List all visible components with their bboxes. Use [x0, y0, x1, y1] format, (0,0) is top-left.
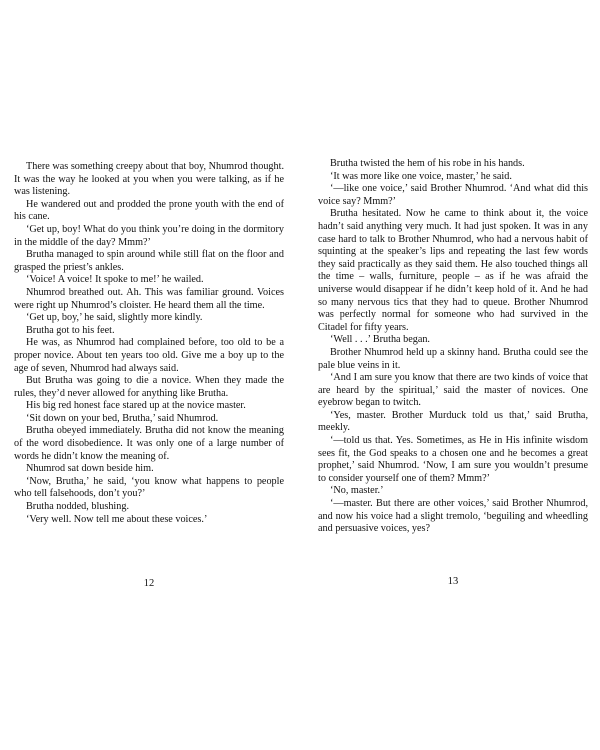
- paragraph: ‘Sit down on your bed, Brutha,’ said Nhumrod.: [26, 412, 219, 424]
- paragraph: ‘Now, Brutha,’ he said, ‘you know what happens to people who tell falsehoods, don’t you?’: [14, 475, 284, 500]
- paragraph: There was something creepy about that boy, Nhumrod thought. It was the way he looked at you when you were talking, as if he was listening.: [14, 161, 284, 198]
- paragraph: His big red honest face stared up at the novice master.: [26, 400, 246, 412]
- paragraph: He wandered out and prodded the prone youth with the end of his cane.: [14, 198, 284, 223]
- paragraph: ‘Get up, boy! What do you think you’re doing in the dormitory in the middle of the day? Mmm?’: [14, 223, 284, 248]
- left-page: [14, 0, 284, 750]
- paragraph: Brutha got to his feet.: [26, 324, 115, 336]
- paragraph: ‘Voice! A voice! It spoke to me!’ he wailed.: [26, 274, 204, 286]
- paragraph: ‘Get up, boy,’ he said, slightly more kindly.: [26, 312, 203, 324]
- right-page: [318, 0, 588, 750]
- paragraph: Brutha nodded, blushing.: [26, 501, 129, 513]
- page-number: 12: [143, 578, 155, 589]
- paragraph: ‘Well . . .’ Brutha began.: [330, 334, 430, 346]
- paragraph: Brutha twisted the hem of his robe in his hands.: [330, 158, 525, 169]
- paragraph: ‘—told us that. Yes. Sometimes, as He in His infinite wisdom sees fit, the God speaks to a chosen one and he becomes a great prophet,’ said Nhumrod. ‘Now, I am sure you wouldn’t presume to consider yourself one of them? Mmm?’: [318, 435, 588, 484]
- paragraph: He was, as Nhumrod had complained before, too old to be a proper novice. About ten years too old. Give me a boy up to the age of seven, Nhumrod had always said.: [14, 337, 284, 374]
- paragraph: ‘—master. But there are other voices,’ said Brother Nhumrod, and now his voice had a slight tremolo, ‘beguiling and wheedling and persuasive voices, yes?: [318, 498, 588, 535]
- paragraph: ‘—like one voice,’ said Brother Nhumrod. ‘And what did this voice say? Mmm?’: [318, 183, 588, 207]
- paragraph: ‘Yes, master. Brother Murduck told us that,’ said Brutha, meekly.: [318, 409, 588, 434]
- paragraph: ‘Very well. Now tell me about these voices.’: [26, 513, 208, 525]
- paragraph: But Brutha was going to die a novice. When they made the rules, they’d never allowed for anything like Brutha.: [14, 375, 284, 399]
- right-page-text: [318, 158, 588, 536]
- paragraph: Nhumrod breathed out. Ah. This was familiar ground. Voices were right up Nhumrod’s cloister. He heard them all the time.: [14, 286, 284, 311]
- paragraph: Brutha managed to spin around while still flat on the floor and grasped the priest’s ankles.: [14, 249, 284, 273]
- paragraph: ‘It was more like one voice, master,’ he said.: [330, 170, 512, 182]
- paragraph: ‘No, master.’: [330, 485, 384, 497]
- paragraph: Brutha hesitated. Now he came to think about it, the voice hadn’t said anything very much. It had just spoken. It was in any case hard to talk to Brother Nhumrod, who had a nervous habit of squinting at the speaker’s lips and repeating the last few words they said practically as they said them. He also touched things all the time – walls, furniture, people – as if he was afraid the universe would disappear if he didn’t keep hold of it. And he had so many nervous tics that they had to queue. Brother Nhumrod was perfectly normal for someone who had survived in the Citadel for fifty years.: [318, 208, 588, 333]
- paragraph: ‘And I am sure you know that there are two kinds of voice that are heard by the spiritual,’ said the master of novices. One eyebrow began to twitch.: [318, 372, 588, 409]
- paragraph: Nhumrod sat down beside him.: [26, 463, 154, 475]
- left-page-text: [14, 161, 284, 526]
- paragraph: Brutha obeyed immediately. Brutha did not know the meaning of the word disobedience. It was only one of a large number of words he didn’t know the meaning of.: [14, 425, 284, 462]
- page-number: 13: [447, 576, 459, 587]
- paragraph: Brother Nhumrod held up a skinny hand. Brutha could see the pale blue veins in it.: [318, 346, 588, 371]
